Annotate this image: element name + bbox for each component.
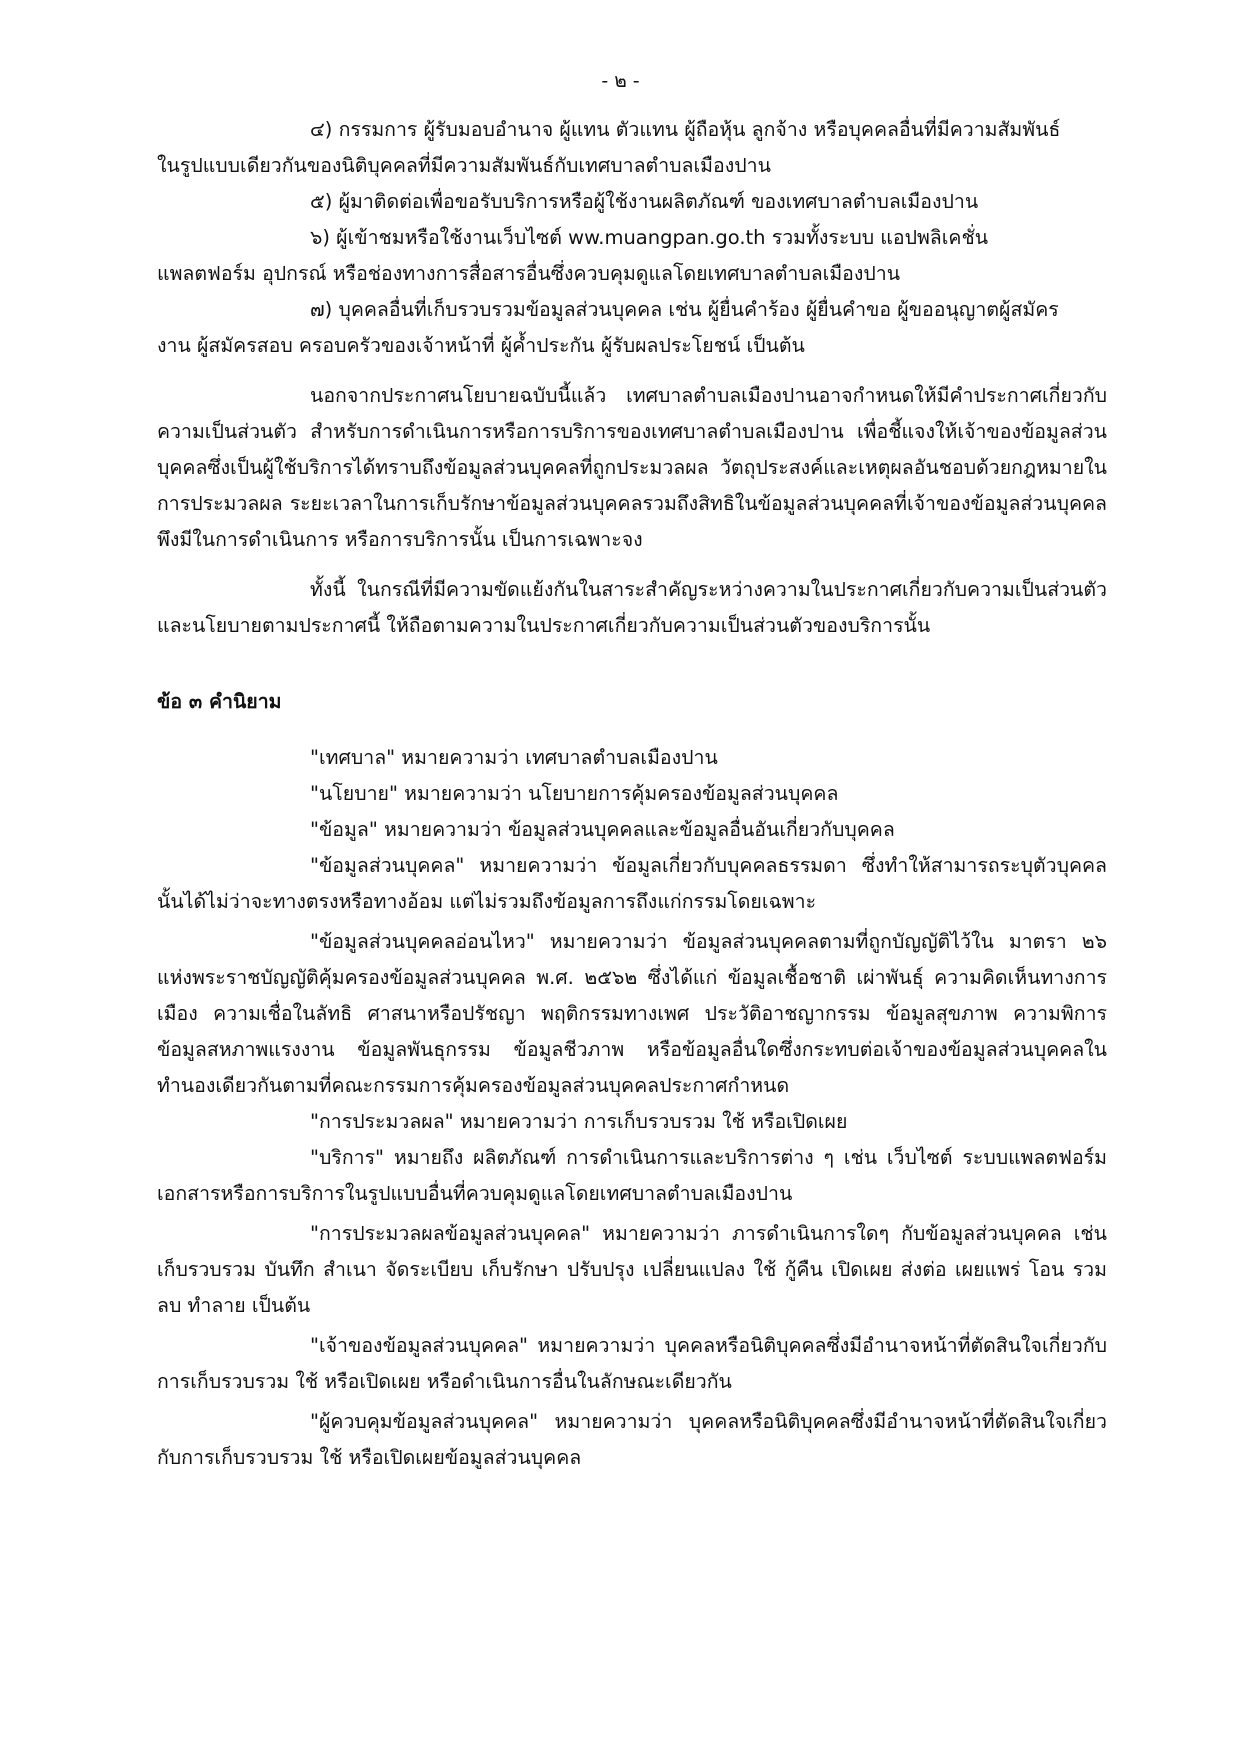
definition-item: "ข้อมูลส่วนบุคคล" หมายความว่า ข้อมูลเกี่ยวกับบุคคลธรรมดา ซึ่งทำให้สามารถระบุตัวบุคคลนั้นได้ไม่ว่าจะทางตรงหรือทางอ้อม แต่ไม่รวมถึงข้อมูลการถึงแก่กรรมโดยเฉพาะ: [157, 854, 1107, 913]
paragraph-conflict: ทั้งนี้ ในกรณีที่มีความขัดแย้งกันในสาระสำคัญระหว่างความในประกาศเกี่ยวกับความเป็นส่วนตัวและนโยบายตามประกาศนี้ ให้ถือตามความในประกาศเกี่ยวกับความเป็นส่วนตัวของบริการนั้น: [157, 578, 1107, 637]
list-item-6-line1: ๖) ผู้เข้าชมหรือใช้งานเว็บไซต์ ww.muangpan.go.th รวมทั้งระบบ แอปพลิเคชั่น: [310, 226, 989, 249]
definition-item: "ผู้ควบคุมข้อมูลส่วนบุคคล" หมายความว่า บุคคลหรือนิติบุคคลซึ่งมีอำนาจหน้าที่ตัดสินใจเกี่ยวกับการเก็บรวบรวม ใช้ หรือเปิดเผยข้อมูลส่วนบุคคล: [157, 1410, 1107, 1469]
definition-item: "เทศบาล" หมายความว่า เทศบาลตำบลเมืองปาน: [310, 746, 718, 769]
section-heading-definitions: ข้อ ๓ คำนิยาม: [157, 690, 282, 713]
list-item-4-line1: ๔) กรรมการ ผู้รับมอบอำนาจ ผู้แทน ตัวแทน ผู้ถือหุ้น ลูกจ้าง หรือบุคคลอื่นที่มีความสัมพันธ์: [310, 118, 1061, 141]
list-item-7-line1: ๗) บุคคลอื่นที่เก็บรวบรวมข้อมูลส่วนบุคคล เช่น ผู้ยื่นคำร้อง ผู้ยื่นคำขอ ผู้ขออนุญาตผู้สมัคร: [310, 298, 1059, 321]
definition-item: "ข้อมูลส่วนบุคคลอ่อนไหว" หมายความว่า ข้อมูลส่วนบุคคลตามที่ถูกบัญญัติไว้ใน มาตรา ๒๖ แห่งพระราชบัญญัติคุ้มครองข้อมูลส่วนบุคคล พ.ศ. ๒๕๖๒ ซึ่งได้แก่ ข้อมูลเชื้อชาติ เผ่าพันธุ์ ความคิดเห็นทางการเมือง ความเชื่อในลัทธิ ศาสนาหรือปรัชญา พฤติกรรมทางเพศ ประวัติอาชญากรรม ข้อมูลสุขภาพ ความพิการ ข้อมูลสหภาพแรงงาน ข้อมูลพันธุกรรม ข้อมูลชีวภาพ หรือข้อมูลอื่นใดซึ่งกระทบต่อเจ้าของข้อมูลส่วนบุคคลในทำนองเดียวกันตามที่คณะกรรมการคุ้มครองข้อมูลส่วนบุคคลประกาศกำหนด: [157, 930, 1107, 1097]
paragraph-additional-notice: นอกจากประกาศนโยบายฉบับนี้แล้ว เทศบาลตำบลเมืองปานอาจกำหนดให้มีคำประกาศเกี่ยวกับความเป็นส่วนตัว สำหรับการดำเนินการหรือการบริการของเทศบาลตำบลเมืองปาน เพื่อชี้แจงให้เจ้าของข้อมูลส่วนบุคคลซึ่งเป็นผู้ใช้บริการได้ทราบถึงข้อมูลส่วนบุคคลที่ถูกประมวลผล วัตถุประสงค์และเหตุผลอันชอบด้วยกฎหมายในการประมวลผล ระยะเวลาในการเก็บรักษาข้อมูลส่วนบุคคลรวมถึงสิทธิในข้อมูลส่วนบุคคลที่เจ้าของข้อมูลส่วนบุคคลพึงมีในการดำเนินการ หรือการบริการนั้น เป็นการเฉพาะจง: [157, 384, 1107, 551]
definition-item: "บริการ" หมายถึง ผลิตภัณฑ์ การดำเนินการและบริการต่าง ๆ เช่น เว็บไซต์ ระบบแพลตฟอร์ม เอกสารหรือการบริการในรูปแบบอื่นที่ควบคุมดูแลโดยเทศบาลตำบลเมืองปาน: [157, 1146, 1107, 1205]
definition-item: "ข้อมูล" หมายความว่า ข้อมูลส่วนบุคคลและข้อมูลอื่นอันเกี่ยวกับบุคคล: [310, 818, 895, 841]
list-item-5-line1: ๕) ผู้มาติดต่อเพื่อขอรับบริการหรือผู้ใช้งานผลิตภัณฑ์ ของเทศบาลตำบลเมืองปาน: [310, 190, 979, 213]
definition-item: "การประมวลผลข้อมูลส่วนบุคคล" หมายความว่า ภารดำเนินการใดๆ กับข้อมูลส่วนบุคคล เช่น เก็บรวบรวม บันทึก สำเนา จัดระเบียบ เก็บรักษา ปรับปรุง เปลี่ยนแปลง ใช้ กู้คืน เปิดเผย ส่งต่อ เผยแพร่ โอน รวม ลบ ทำลาย เป็นต้น: [157, 1222, 1107, 1317]
document-body: [157, 112, 1107, 1476]
page-number: - ๒ -: [601, 70, 640, 92]
list-item-6-rest: แพลตฟอร์ม อุปกรณ์ หรือช่องทางการสื่อสารอื่นซึ่งควบคุมดูแลโดยเทศบาลตำบลเมืองปาน: [157, 262, 901, 285]
list-item-7-rest: งาน ผู้สมัครสอบ ครอบครัวของเจ้าหน้าที่ ผู้ค้ำประกัน ผู้รับผลประโยชน์ เป็นต้น: [157, 334, 805, 357]
definition-item: "การประมวลผล" หมายความว่า การเก็บรวบรวม ใช้ หรือเปิดเผย: [310, 1110, 848, 1133]
list-item-4-rest: ในรูปแบบเดียวกันของนิติบุคคลที่มีความสัมพันธ์กับเทศบาลตำบลเมืองปาน: [157, 154, 771, 177]
definition-item: "เจ้าของข้อมูลส่วนบุคคล" หมายความว่า บุคคลหรือนิติบุคคลซึ่งมีอำนาจหน้าที่ตัดสินใจเกี่ยวกับการเก็บรวบรวม ใช้ หรือเปิดเผย หรือดำเนินการอื่นในลักษณะเดียวกัน: [157, 1334, 1107, 1393]
definition-item: "นโยบาย" หมายความว่า นโยบายการคุ้มครองข้อมูลส่วนบุคคล: [310, 782, 839, 805]
